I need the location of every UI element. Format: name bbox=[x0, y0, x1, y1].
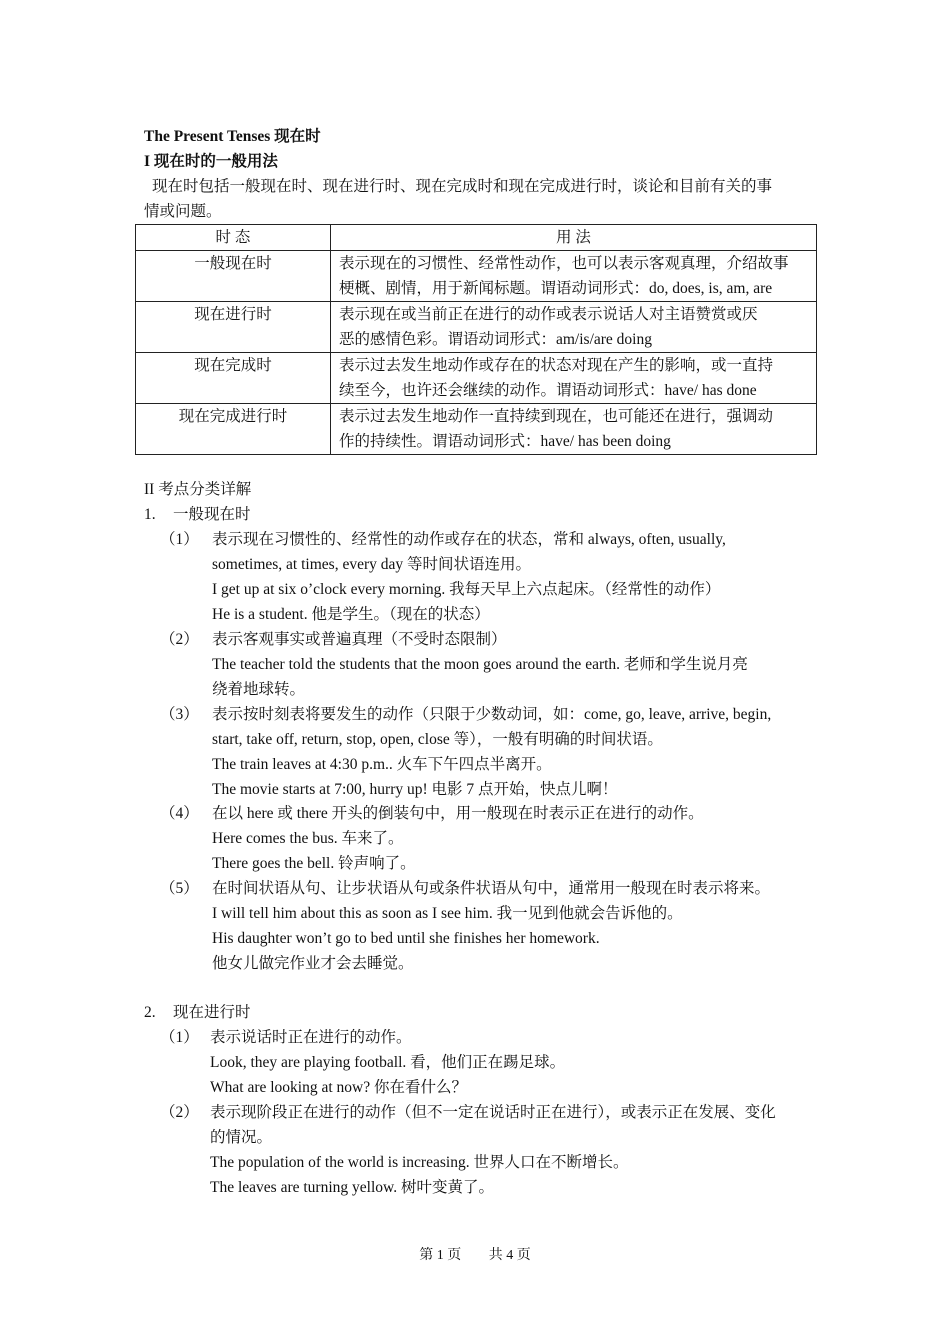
item-line: 表示说话时正在进行的动作。 bbox=[210, 1029, 412, 1046]
tense-usage: 表示现在的习惯性、经常性动作，也可以表示客观真理，介绍故事 梗概、剧情，用于新闻标题。谓语动词形式：do, does, is, am, are bbox=[331, 251, 817, 302]
item-line: 在以 here 或 there 开头的倒装句中，用一般现在时表示正在进行的动作。 bbox=[212, 805, 704, 822]
intro-line-1: 现在时包括一般现在时、现在进行时、现在完成时和现在完成进行时，谈论和目前有关的事 bbox=[152, 178, 773, 195]
table-row bbox=[136, 353, 817, 404]
example-line: What are looking at now? 你在看什么？ bbox=[210, 1079, 467, 1096]
table-row bbox=[136, 302, 817, 353]
example-line: He is a student. 他是学生。（现在的状态） bbox=[212, 606, 490, 623]
table-row bbox=[136, 404, 817, 455]
example-line: Look, they are playing football. 看，他们正在踢足球。 bbox=[210, 1054, 566, 1071]
header-usage: 用 法 bbox=[331, 225, 817, 251]
table-header-row bbox=[136, 225, 817, 251]
section-heading-general-usage: I 现在时的一般用法 bbox=[144, 153, 278, 170]
tense-usage: 表示过去发生地动作一直持续到现在，也可能还在进行，强调动 作的持续性。谓语动词形式：have/ has been doing bbox=[331, 404, 817, 455]
tense-usage: 表示过去发生地动作或存在的状态对现在产生的影响，或一直持 续至今，也许还会继续的动作。谓语动词形式：have/ has done bbox=[331, 353, 817, 404]
item-line: 的情况。 bbox=[210, 1129, 273, 1146]
page-footer bbox=[0, 1247, 950, 1265]
table-row bbox=[136, 251, 817, 302]
item-number: （3） bbox=[160, 706, 199, 723]
header-tense: 时 态 bbox=[136, 225, 331, 251]
example-line: His daughter won’t go to bed until she finishes her homework. bbox=[212, 930, 600, 947]
item-number: （4） bbox=[160, 805, 199, 822]
part-number: 2. bbox=[144, 1004, 156, 1021]
example-line: I get up at six o’clock every morning. 我每天早上六点起床。（经常性的动作） bbox=[212, 581, 721, 598]
intro-line-2: 情或问题。 bbox=[144, 203, 222, 220]
item-line: 表示客观事实或普遍真理（不受时态限制） bbox=[212, 631, 507, 648]
example-line: The movie starts at 7:00, hurry up! 电影 7 点开始，快点儿啊！ bbox=[212, 781, 618, 798]
tense-name: 一般现在时 bbox=[136, 251, 331, 302]
page-number: 第 1 页 bbox=[419, 1248, 462, 1263]
item-line: 表示按时刻表将要发生的动作（只限于少数动词，如：come, go, leave, arrive, begin, bbox=[212, 706, 772, 723]
item-line: 表示现在习惯性的、经常性的动作或存在的状态，常和 always, often, usually, bbox=[212, 531, 726, 548]
tense-name: 现在进行时 bbox=[136, 302, 331, 353]
example-line: 绕着地球转。 bbox=[212, 681, 306, 698]
part-number: 1. bbox=[144, 506, 156, 523]
item-number: （5） bbox=[160, 880, 199, 897]
section-heading-detailed: II 考点分类详解 bbox=[144, 481, 252, 498]
tense-name: 现在完成时 bbox=[136, 353, 331, 404]
example-line: The population of the world is increasing. 世界人口在不断增长。 bbox=[210, 1154, 629, 1171]
example-line: The train leaves at 4:30 p.m.. 火车下午四点半离开。 bbox=[212, 756, 552, 773]
tense-table bbox=[135, 224, 817, 455]
item-number: （1） bbox=[160, 531, 199, 548]
item-line: start, take off, return, stop, open, close 等），一般有明确的时间状语。 bbox=[212, 731, 663, 748]
item-number: （2） bbox=[160, 1104, 199, 1121]
document-title: The Present Tenses 现在时 bbox=[144, 128, 321, 145]
item-line: 在时间状语从句、让步状语从句或条件状语从句中，通常用一般现在时表示将来。 bbox=[212, 880, 771, 897]
example-line: The leaves are turning yellow. 树叶变黄了。 bbox=[210, 1179, 494, 1196]
tense-name: 现在完成进行时 bbox=[136, 404, 331, 455]
item-line: sometimes, at times, every day 等时间状语连用。 bbox=[212, 556, 531, 573]
example-line: The teacher told the students that the moon goes around the earth. 老师和学生说月亮 bbox=[212, 656, 748, 673]
item-line: 表示现阶段正在进行的动作（但不一定在说话时正在进行），或表示正在发展、变化 bbox=[210, 1104, 776, 1121]
item-number: （2） bbox=[160, 631, 199, 648]
example-line: I will tell him about this as soon as I see him. 我一见到他就会告诉他的。 bbox=[212, 905, 683, 922]
example-line: 他女儿做完作业才会去睡觉。 bbox=[212, 955, 414, 972]
example-line: There goes the bell. 铃声响了。 bbox=[212, 855, 416, 872]
page-total: 共 4 页 bbox=[488, 1248, 531, 1263]
example-line: Here comes the bus. 车来了。 bbox=[212, 830, 404, 847]
item-number: （1） bbox=[160, 1029, 199, 1046]
tense-usage: 表示现在或当前正在进行的动作或表示说话人对主语赞赏或厌 恶的感情色彩。谓语动词形式：am/is/are doing bbox=[331, 302, 817, 353]
part-title: 现在进行时 bbox=[173, 1004, 251, 1021]
part-title: 一般现在时 bbox=[173, 506, 251, 523]
